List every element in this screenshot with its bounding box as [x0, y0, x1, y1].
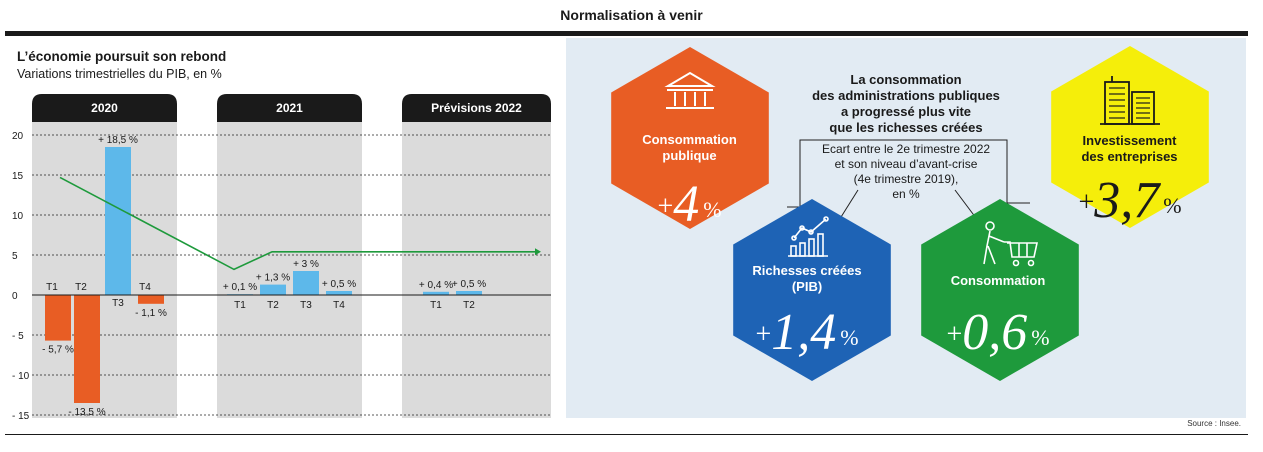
bar-value-label: + 0,4 %	[418, 279, 454, 291]
y-tick-label: 0	[12, 291, 18, 302]
x-tick-label: T1	[234, 300, 246, 311]
indicator-value-consumption	[915, 303, 1081, 362]
group-label: 2020	[91, 101, 118, 115]
source-note: Source : Insee.	[1187, 419, 1241, 428]
x-tick-label: T4	[333, 300, 345, 311]
y-tick-label: - 15	[12, 411, 30, 422]
y-tick-label: 20	[12, 131, 24, 142]
bar-value-label: - 1,1 %	[135, 307, 167, 319]
x-tick-label: T4	[139, 282, 151, 293]
bar-value-label: - 5,7 %	[42, 344, 74, 356]
indicator-unit: %	[1163, 193, 1182, 218]
indicator-sign: +	[946, 319, 963, 350]
indicator-number: 4	[673, 176, 700, 233]
indicator-number: 3,7	[1094, 172, 1160, 229]
x-tick-label: T2	[463, 300, 475, 311]
indicator-unit: %	[703, 197, 722, 222]
bar-value-label: + 0,5 %	[451, 279, 487, 290]
indicator-value-business-investment	[1050, 171, 1210, 230]
group-label: Prévisions 2022	[431, 101, 522, 115]
indicator-number: 1,4	[771, 304, 837, 361]
x-tick-label: T1	[430, 300, 442, 311]
y-tick-label: 10	[12, 211, 24, 222]
bar-value-label: - 13,5 %	[68, 407, 106, 418]
indicator-label-consumption: Consommation	[950, 273, 1046, 288]
indicator-label-gdp: Richesses créées (PIB)	[752, 263, 862, 294]
x-tick-label: T3	[112, 298, 124, 309]
infographic-description: Ecart entre le 2e trimestre 2022 et son niveau d’avant-crise (4e trimestre 2019), en %	[821, 142, 991, 201]
y-tick-label: - 5	[12, 331, 24, 342]
page-title: Normalisation à venir	[560, 7, 703, 23]
x-tick-label: T3	[300, 300, 312, 311]
indicator-label-business-investment: Investissement des entreprises	[1081, 133, 1178, 164]
indicator-unit: %	[840, 325, 859, 350]
chart-subtitle: Variations trimestrielles du PIB, en %	[17, 67, 222, 81]
y-tick-label: 15	[12, 171, 24, 182]
bar-value-label: + 1,3 %	[255, 272, 291, 284]
bar-value-label: + 0,1 %	[222, 282, 258, 294]
y-tick-label: 5	[12, 251, 18, 262]
infographic-headline: La consommation des administrations publiques a progressé plus vite que les richesses créées	[812, 72, 1000, 135]
x-tick-label: T2	[75, 282, 87, 293]
bar-value-label: + 3 %	[293, 259, 319, 270]
indicator-sign: +	[1078, 187, 1095, 218]
x-tick-label: T2	[267, 300, 279, 311]
group-label: 2021	[276, 101, 303, 115]
bar-value-label: + 0,5 %	[321, 279, 357, 290]
indicator-value-public-consumption	[617, 175, 762, 234]
infographic-center-text	[795, 72, 1017, 202]
y-tick-label: - 10	[12, 371, 30, 382]
indicator-sign: +	[657, 191, 674, 222]
chart-title: L’économie poursuit son rebond	[17, 49, 227, 64]
indicator-sign: +	[755, 319, 772, 350]
x-tick-label: T1	[46, 282, 58, 293]
indicator-label-public-consumption: Consommation publique	[642, 132, 737, 163]
indicator-number: 0,6	[962, 304, 1028, 361]
indicator-unit: %	[1031, 325, 1050, 350]
bottom-rule	[5, 434, 1248, 435]
bar-value-label: + 18,5 %	[98, 135, 138, 146]
indicator-value-gdp	[724, 303, 890, 362]
